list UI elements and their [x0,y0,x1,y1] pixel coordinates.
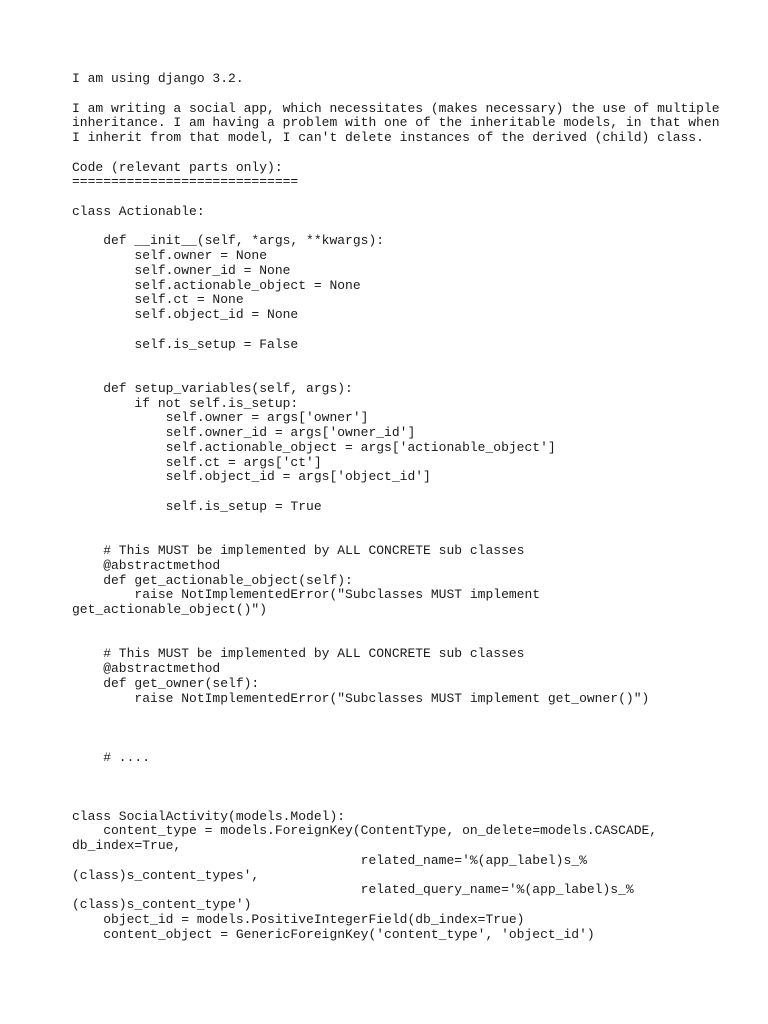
text-line: content_type = models.ForeignKey(ContentType, on_delete=models.CASCADE, [72,823,658,839]
blank-line [72,352,712,367]
blank-line [72,795,712,810]
blank-line [72,765,712,780]
text-line: self.ct = None [72,292,244,308]
text-line: @abstractmethod [72,557,221,573]
blank-line [72,780,712,795]
text-line: # This MUST be implemented by ALL CONCRETE sub classes [72,646,525,662]
text-line: I am writing a social app, which necessitates (makes necessary) the use of multiple [72,100,720,116]
document-page [72,71,720,942]
blank-line [72,146,712,161]
text-line: self.owner_id = args['owner_id'] [72,425,416,440]
blank-line [72,618,712,633]
blank-line [72,323,712,338]
blank-line [72,220,712,235]
text-line: self.object_id = args['object_id'] [72,469,431,485]
text-line: self.is_setup = True [72,498,322,514]
text-line: db_index=True, [72,838,182,853]
text-line: content_object = GenericForeignKey('content_type', 'object_id') [72,926,595,942]
text-line: def __init__(self, *args, **kwargs): [72,233,385,249]
text-line: (class)s_content_types', [72,867,260,883]
text-line: related_query_name='%(app_label)s_% [72,882,634,898]
blank-line [72,721,712,736]
blank-line [72,736,712,751]
text-line: # .... [72,749,151,765]
text-line: if not self.is_setup: [72,395,299,411]
text-line: @abstractmethod [72,661,221,676]
text-line: self.is_setup = False [72,336,299,352]
text-line: def get_owner(self): [72,675,260,691]
text-line: (class)s_content_type') [72,897,252,912]
text-line: related_name='%(app_label)s_% [72,852,587,868]
text-line: self.actionable_object = args['actionable_object'] [72,439,556,455]
text-line: self.owner = None [72,248,268,263]
blank-line [72,633,712,648]
text-line: raise NotImplementedError("Subclasses MUST implement [72,587,541,603]
blank-line [72,706,712,721]
text-line: I am using django 3.2. [72,71,244,86]
blank-line [72,485,712,500]
text-line: self.ct = args['ct'] [72,454,322,470]
text-line: class Actionable: [72,203,205,219]
text-line: object_id = models.PositiveIntegerField(db_index=True) [72,911,525,927]
text-line: class SocialActivity(models.Model): [72,808,346,824]
blank-line [72,515,712,530]
text-line: def setup_variables(self, args): [72,380,353,396]
text-line: # This MUST be implemented by ALL CONCRETE sub classes [72,543,525,558]
text-line: Code (relevant parts only): [72,159,283,175]
text-line: self.object_id = None [72,307,299,322]
text-line: ============================= [72,174,299,190]
blank-line [72,529,712,544]
text-line: I inherit from that model, I can't delete instances of the derived (child) class. [72,130,704,145]
text-line: def get_actionable_object(self): [72,572,353,588]
blank-line [72,367,712,382]
text-line: self.owner = args['owner'] [72,410,369,426]
blank-line [72,190,712,205]
text-line: self.owner_id = None [72,262,291,278]
text-line: raise NotImplementedError("Subclasses MUST implement get_owner()") [72,690,650,706]
text-line: get_actionable_object()") [72,602,268,617]
blank-line [72,87,712,102]
text-line: inheritance. I am having a problem with one of the inheritable models, in that when [72,115,720,131]
text-line: self.actionable_object = None [72,277,361,293]
